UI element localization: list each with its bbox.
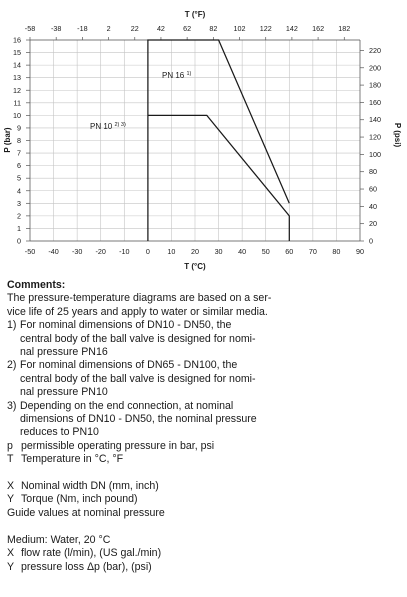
series-name-pn16: PN 16 xyxy=(162,71,185,80)
right-tick-label: 200 xyxy=(369,63,381,73)
top-tick-label: 2 xyxy=(106,24,111,33)
x-tick-label: -50 xyxy=(24,247,36,256)
note-line: reduces to PN10 xyxy=(20,426,99,439)
legend-key: X xyxy=(7,480,15,493)
note-line: dimensions of DN10 - DN50, the nominal pressure xyxy=(20,413,257,426)
series-note-pn10: 2) 3) xyxy=(114,122,126,128)
y-tick-label: 14 xyxy=(13,60,21,70)
note-line: central body of the ball valve is designed for nomi- xyxy=(20,372,256,385)
note-3 xyxy=(7,400,403,440)
y-tick-label: 2 xyxy=(17,211,21,221)
right-tick-label: 100 xyxy=(369,149,381,159)
spacer xyxy=(7,520,403,533)
y-tick-label: 11 xyxy=(13,98,21,108)
note-number: 1) xyxy=(7,319,17,332)
note-2 xyxy=(7,359,403,399)
top-tick-label: 142 xyxy=(285,24,298,33)
x-tick-label: 90 xyxy=(356,247,364,256)
y-tick-label: 5 xyxy=(17,173,21,183)
legend-text: Temperature in °C, °F xyxy=(21,453,124,466)
y-tick-label: 4 xyxy=(17,186,21,196)
spacer xyxy=(7,467,403,480)
note-number: 2) xyxy=(7,359,17,372)
legend-text: Nominal width DN (mm, inch) xyxy=(21,480,159,493)
right-tick-label: 120 xyxy=(369,132,381,142)
top-tick-label: 122 xyxy=(259,24,272,33)
y-tick-label: 0 xyxy=(17,236,21,246)
legend-key: Y xyxy=(7,560,15,573)
series-label-pn10 xyxy=(90,122,126,131)
note-line: Depending on the end connection, at nominal xyxy=(20,399,234,412)
x-tick-label: 0 xyxy=(145,247,150,256)
legend-row-flow xyxy=(7,547,403,560)
comments-intro-line: The pressure-temperature diagrams are based on a ser- xyxy=(7,292,272,305)
y-tick-label: 12 xyxy=(13,85,21,95)
comments-section xyxy=(7,279,403,574)
top-tick-label: 62 xyxy=(183,24,192,33)
right-tick-label: 60 xyxy=(369,184,377,194)
x-tick-label: -30 xyxy=(71,247,83,256)
chart-tick-labels xyxy=(13,24,381,256)
legend-row-y xyxy=(7,493,403,506)
comments-heading: Comments: xyxy=(7,279,66,291)
top-tick-label: -38 xyxy=(50,24,62,33)
right-tick-label: 80 xyxy=(369,167,377,177)
y-tick-label: 16 xyxy=(13,35,21,45)
x-tick-label: 40 xyxy=(238,247,247,256)
top-tick-label: 82 xyxy=(209,24,218,33)
top-tick-label: 102 xyxy=(233,24,246,33)
legend-text: Torque (Nm, inch pound) xyxy=(21,493,138,506)
note-line: nal pressure PN16 xyxy=(20,346,108,359)
y-tick-label: 10 xyxy=(13,110,21,120)
note-number: 3) xyxy=(7,399,17,412)
x-tick-label: 10 xyxy=(167,247,176,256)
pressure-temperature-chart xyxy=(0,0,407,275)
right-tick-label: 0 xyxy=(369,236,373,246)
legend-key: T xyxy=(7,453,14,466)
legend-row-t xyxy=(7,453,403,466)
top-tick-label: -18 xyxy=(77,24,88,33)
series-note-pn16: 1) xyxy=(186,71,192,77)
x-tick-label: 80 xyxy=(332,247,341,256)
top-tick-label: 162 xyxy=(312,24,325,33)
medium-text: Medium: Water, 20 °C xyxy=(7,533,111,546)
top-tick-label: 182 xyxy=(338,24,351,33)
x-tick-label: -20 xyxy=(95,247,106,256)
x-tick-label: 60 xyxy=(285,247,294,256)
y-tick-label: 9 xyxy=(17,123,21,133)
top-tick-label: 42 xyxy=(156,24,165,33)
y-tick-label: 7 xyxy=(17,148,21,158)
legend-text: permissible operating pressure in bar, psi xyxy=(21,439,215,452)
legend-key: Y xyxy=(7,493,15,506)
right-tick-label: 20 xyxy=(369,219,377,229)
y-tick-label: 15 xyxy=(13,48,21,58)
right-tick-label: 140 xyxy=(369,115,381,125)
note-line: For nominal dimensions of DN65 - DN100, the xyxy=(20,359,238,372)
x-tick-label: 30 xyxy=(214,247,223,256)
x-tick-label: -40 xyxy=(48,247,59,256)
guide-values-text: Guide values at nominal pressure xyxy=(7,506,165,519)
y-tick-label: 8 xyxy=(17,136,21,145)
y-tick-label: 1 xyxy=(17,223,21,233)
y-tick-label: 13 xyxy=(13,73,21,83)
legend-text: pressure loss Δp (bar), (psi) xyxy=(21,560,152,573)
x-tick-label: -10 xyxy=(119,247,130,256)
x-tick-label: 50 xyxy=(261,247,270,256)
right-tick-label: 220 xyxy=(369,45,381,55)
legend-key: p xyxy=(7,439,13,452)
series-name-pn10: PN 10 xyxy=(90,122,113,131)
y-tick-label: 3 xyxy=(17,198,21,208)
note-line: central body of the ball valve is designed for nomi- xyxy=(20,332,256,345)
top-tick-label: 22 xyxy=(130,24,139,33)
right-axis-title: P (psi) xyxy=(393,122,402,148)
note-1 xyxy=(7,319,403,359)
x-tick-label: 70 xyxy=(308,247,317,256)
legend-row-p xyxy=(7,440,403,453)
right-tick-label: 160 xyxy=(369,97,381,107)
right-tick-label: 180 xyxy=(369,80,381,90)
legend-row-x xyxy=(7,480,403,493)
note-line: For nominal dimensions of DN10 - DN50, the xyxy=(20,319,232,332)
legend-text: flow rate (l/min), (US gal./min) xyxy=(21,547,162,560)
right-tick-label: 40 xyxy=(369,201,377,211)
top-tick-label: -58 xyxy=(24,24,36,33)
y-axis-title: P (bar) xyxy=(3,127,12,153)
top-axis-title: T (°F) xyxy=(184,10,206,19)
note-line: nal pressure PN10 xyxy=(20,386,108,399)
x-tick-label: 20 xyxy=(191,247,199,256)
series-label-pn16 xyxy=(162,71,192,80)
comments-intro-line: vice life of 25 years and apply to water or similar media. xyxy=(7,305,268,318)
chart-grid xyxy=(26,37,364,241)
legend-row-pressure-loss xyxy=(7,561,403,574)
x-axis-title: T (°C) xyxy=(184,262,206,271)
y-tick-label: 6 xyxy=(17,161,21,171)
legend-key: X xyxy=(7,547,15,560)
